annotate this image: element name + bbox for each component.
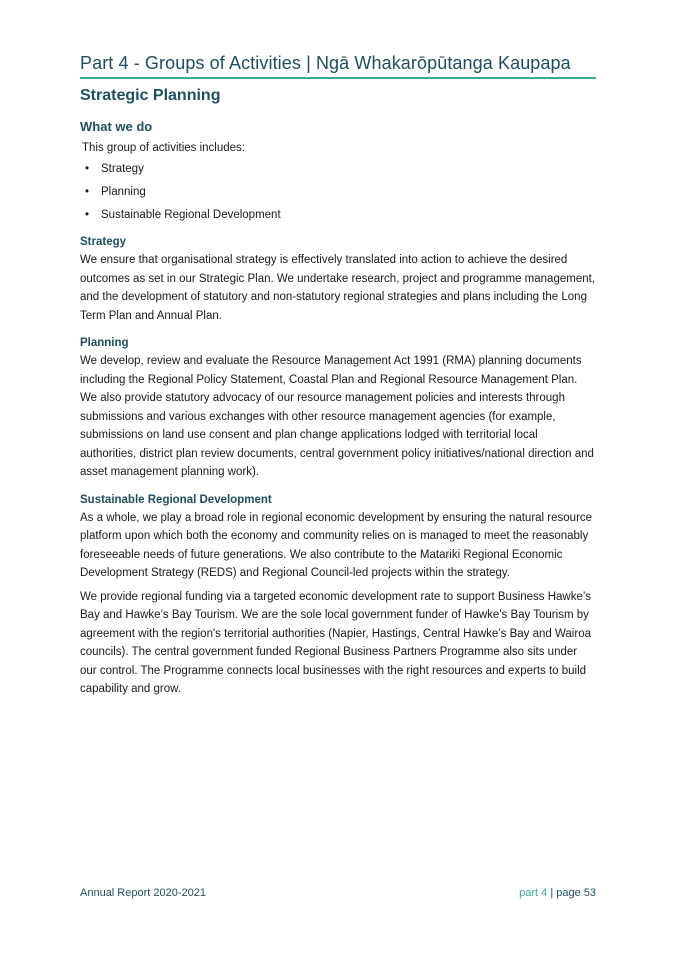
footer-report-title: Annual Report 2020-2021 — [80, 887, 206, 899]
page-content — [80, 52, 596, 699]
list-item — [80, 207, 596, 224]
strategy-paragraph: We ensure that organisational strategy is effectively translated into action to achieve the desired outcomes as set in our Strategic Plan. We undertake research, project and programme management, and the development of statutory and non-statutory regional strategies and plans including the Long Term Plan and Annual Plan. — [80, 254, 595, 322]
srd-heading: Sustainable Regional Development — [80, 493, 272, 506]
planning-paragraph: We develop, review and evaluate the Resource Management Act 1991 (RMA) planning documents including the Regional Policy Statement, Coastal Plan and Regional Resource Management Plan. We also provide statutory advocacy of our resource management policies and interests through submissions and various exchanges with other resource management agencies (for example, submissions on land use consent and plan change applications lodged with territorial local authorities, district plan review documents, central government policy initiatives/national direction and asset management planning work). — [80, 355, 594, 478]
list-item-label: Sustainable Regional Development — [101, 209, 281, 221]
list-item — [80, 161, 596, 178]
footer-separator: | — [550, 887, 554, 899]
what-we-do-heading: What we do — [80, 119, 153, 134]
srd-paragraph-2: We provide regional funding via a targeted economic development rate to support Business Hawke’s Bay and Hawke’s Bay Tourism. We are the sole local government funder of Hawke's Bay Tourism by agreement with the region's territorial authorities (Napier, Hastings, Central Hawke’s Bay and Wairoa councils). The central government funded Regional Business Partners Programme also sits under our control. The Programme connects local businesses with the right resources and experts to build capability and grow. — [80, 590, 591, 695]
part-title: Part 4 - Groups of Activities | Ngā Whakarōpūtanga Kaupapa — [80, 52, 596, 79]
bullet-icon: • — [85, 209, 90, 221]
footer-part-label: part 4 — [519, 887, 548, 899]
strategy-heading: Strategy — [80, 236, 127, 248]
intro-text: This group of activities includes: — [82, 142, 245, 154]
planning-heading: Planning — [80, 337, 129, 349]
bullet-icon: • — [85, 186, 90, 198]
activities-list — [80, 161, 596, 224]
list-item-label: Planning — [101, 186, 146, 198]
footer-page-number: page 53 — [556, 887, 596, 899]
list-item — [80, 184, 596, 201]
srd-paragraph-1: As a whole, we play a broad role in regional economic development by ensuring the natural resource platform upon which both the economy and community relies on is managed to meet the reasonably foreseeable needs of future generations. We also contribute to the Matariki Regional Economic Development Strategy (REDS) and Regional Council-led projects within the strategy. — [80, 511, 593, 579]
bullet-icon: • — [85, 163, 90, 175]
section-title: Strategic Planning — [80, 87, 221, 104]
footer-page-info — [519, 886, 596, 900]
list-item-label: Strategy — [101, 163, 144, 175]
